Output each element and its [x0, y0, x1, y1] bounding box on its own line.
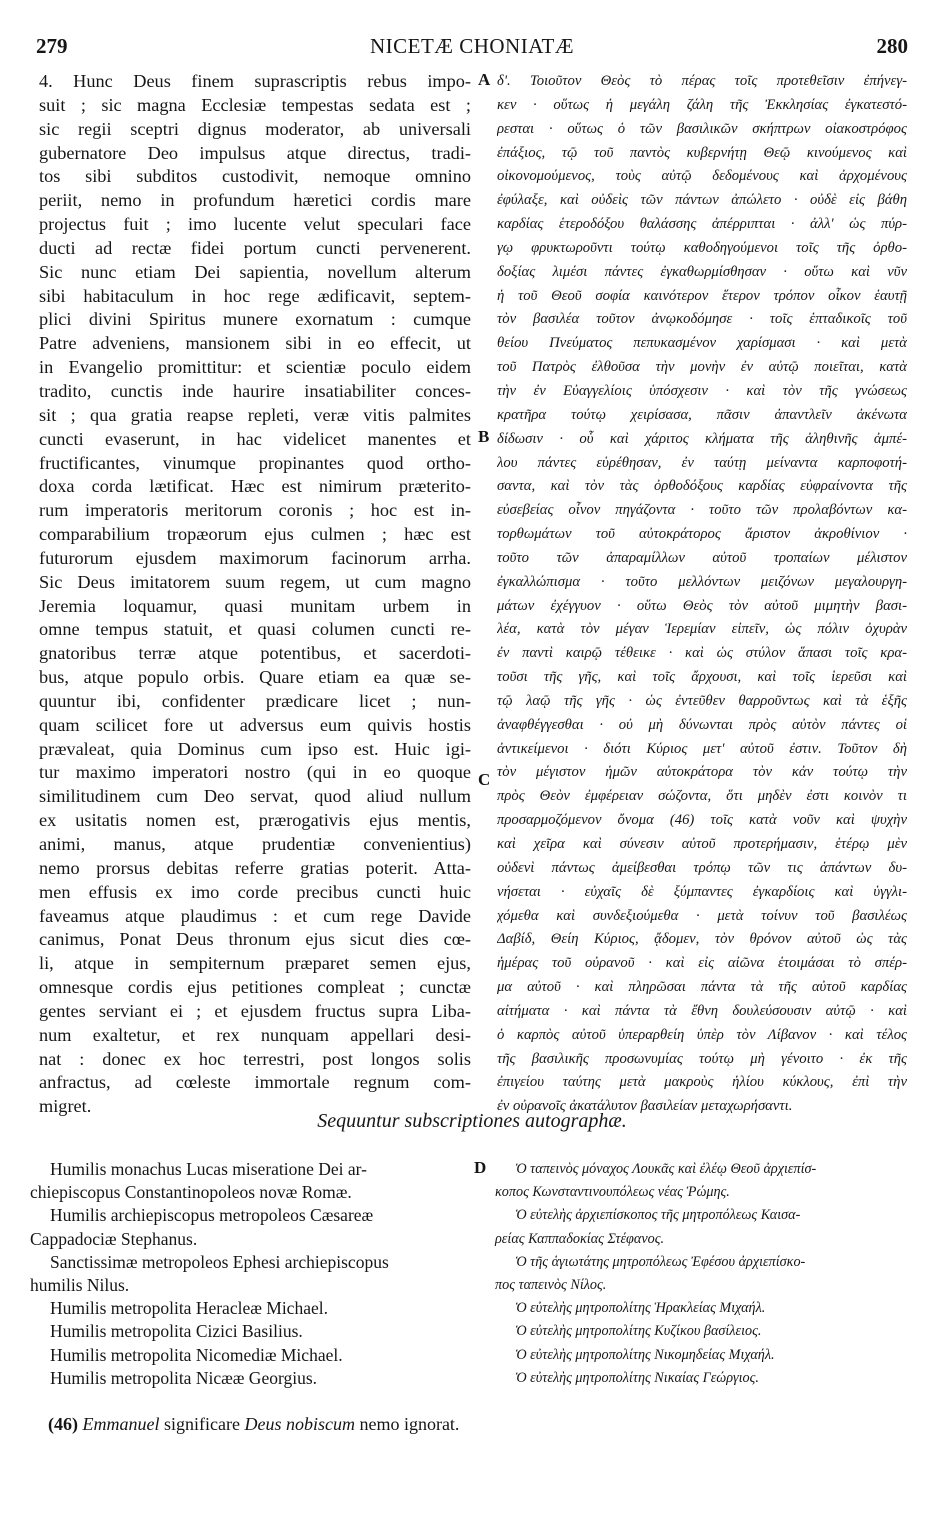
margin-marker-d: D	[474, 1158, 487, 1177]
latin-signature-7	[30, 1367, 470, 1390]
footnote-word-2: Deus nobiscum	[244, 1414, 355, 1434]
margin-marker-c: C	[478, 770, 491, 789]
greek-line-12: θείου Πνεύματος πεπυκασμένον χαρίσμασι · καὶ μετὰ	[497, 335, 907, 352]
footnote-text-1: significare	[163, 1414, 240, 1434]
greek-signature-line: Ὁ εὐτελὴς μητροπολίτης Ἡρακλείας Μιχαήλ.	[515, 1300, 766, 1317]
greek-line-26: τοῦσι τῆς γῆς, καὶ τοῖς ἄρχουσι, καὶ τοῖς ἱερεῦσι καὶ	[497, 669, 907, 686]
latin-signature-1	[30, 1158, 470, 1204]
page-header	[36, 34, 908, 62]
greek-signature-line: Ὁ εὐτελὴς μητροπολίτης Κυζίκου βασίλειος.	[515, 1323, 762, 1340]
latin-line-30: tur maximo imperatori nostro (qui in eo quoque	[39, 762, 471, 783]
latin-line-6: periit, nemo in profundum hæretici cordis mare	[39, 190, 471, 211]
greek-signature-5	[495, 1320, 910, 1343]
latin-line-39: omnesque cordis ejus petitiones compleat ; cunctæ	[39, 977, 471, 998]
latin-signature-3	[30, 1251, 470, 1297]
greek-line-30: τὸν μέγιστον ἡμῶν αὐτοκράτορα τὸν κἀν τούτῳ τὴν	[497, 764, 907, 781]
greek-signature-3	[495, 1251, 910, 1297]
latin-line-12: Patre adveniens, mansionem sibi in eo effecit, ut	[39, 333, 471, 354]
greek-signature-6	[495, 1344, 910, 1367]
latin-line-14: tradito, cunctis inde haurire insatiabiliter conces-	[39, 380, 471, 401]
latin-line-27: quuntur ibi, confidenter prædicare licet ; nun-	[39, 690, 471, 711]
latin-signatures	[30, 1158, 470, 1390]
greek-line-27: τῷ λαῷ τῆς γῆς · ὡς ἐντεῦθεν θαρροῦντως καὶ τὰ ἑξῆς	[497, 692, 907, 709]
latin-line-36: faveamus atque plaudimus : et cum rege Davide	[39, 905, 471, 926]
latin-line-38: li, atque in sempiternum præparet semen ejus,	[39, 953, 471, 974]
greek-signature-line: Ὁ εὐτελὴς ἀρχιεπίσκοπος τῆς μητροπόλεως Καισα-	[515, 1207, 801, 1224]
greek-line-22: ἐγκαλλώπισμα · τοῦτο μελλόντων μειζόνων μεγαλουργη-	[497, 573, 907, 590]
greek-signature-4	[495, 1297, 910, 1320]
greek-signature-7	[495, 1367, 910, 1390]
latin-signature-2	[30, 1204, 470, 1250]
greek-line-15: κρατῆρα τούτῳ χειρίσασα, πᾶσιν ἀπαντλεῖν ἀκένωτα	[497, 406, 907, 423]
latin-signature-line: Humilis monachus Lucas miseratione Dei ar-	[50, 1159, 367, 1179]
greek-line-44: ἐν οὐρανοῖς ἀκατάλυτον βασιλείαν μεταχωρήσαντι.	[497, 1098, 793, 1115]
margin-marker-a: A	[478, 70, 491, 89]
greek-signature-1	[495, 1158, 910, 1204]
greek-line-5: οἰκονομούμενος, τοὺς αὐτῷ δεδομένους καὶ ἀρχομένους	[497, 168, 907, 185]
latin-line-24: omne tempus statuit, et quasi columen cuncti re-	[39, 619, 471, 640]
latin-line-5: tos sibi subditos custodivit, nemoque omnino	[39, 166, 471, 187]
latin-line-42: nat : donec ex hoc terrestri, post longos solis	[39, 1048, 471, 1069]
latin-line-25: gnatoribus terræ atque potentibus, et sacerdoti-	[39, 643, 471, 664]
latin-column	[39, 70, 471, 1119]
latin-line-26: bus, atque populo orbis. Quare etiam ea quæ se-	[39, 667, 471, 688]
latin-line-21: futurorum ejusdem maximorum facinorum arrha.	[39, 547, 471, 568]
greek-line-40: αἰτήματα · καὶ πάντα τὰ ἔθνη δουλεύσουσιν αὐτῷ · καὶ	[497, 1002, 907, 1019]
latin-line-41: num exaltetur, et rex nunquam appellari desi-	[39, 1024, 471, 1045]
latin-line-29: prævaleat, quia Dominus cum ipso est. Huic igi-	[39, 738, 471, 759]
greek-line-4: ἐπάξιος, τῷ τοῦ παντὸς κυβερνήτῃ Θεῷ κινούμενος καὶ	[497, 144, 907, 161]
greek-line-19: εὐσεβείας οἶνον πηγάζοντα · τοῦτο τῶν προλαβόντων κα-	[497, 502, 907, 519]
greek-line-37: Δαβίδ, Θείη Κύριος, ᾄδομεν, τὸν θρόνον αὐτοῦ ὡς τὰς	[497, 931, 907, 948]
latin-line-33: animi, manus, atque prudentiæ convenientius)	[39, 834, 471, 854]
greek-line-8: γῳ φρυκτωροῦντι τούτῳ καθοδηγούμενοι τοῖς τῆς ὀρθο-	[497, 239, 907, 256]
latin-line-35: men effusis ex imo corde precibus cuncti huic	[39, 881, 471, 902]
footnote-text-2: nemo ignorat.	[359, 1414, 460, 1434]
latin-signature-line: Humilis metropolita Nicomediæ Michael.	[50, 1344, 343, 1365]
latin-signature-line: Humilis archiepiscopus metropoleos Cæsareæ	[50, 1205, 374, 1226]
latin-line-17: fructificantes, vinumque propinantes quod ortho-	[39, 452, 471, 473]
latin-line-23: Jeremia loquamur, quasi munitam urbem in	[39, 595, 471, 616]
latin-signature-5	[30, 1320, 470, 1343]
latin-line-34: nemo prorsus debitas referre gratias poterit. Atta-	[39, 857, 471, 878]
latin-line-2: suit ; sic magna Ecclesiæ tempestas sedata est ;	[39, 94, 471, 115]
greek-line-7: καρδίας ἑτεροδόξου θαλάσσης ἀπέρριπται · ἀλλ' ὡς πύρ-	[497, 216, 907, 233]
latin-signature-line: Humilis metropolita Heracleæ Michael.	[50, 1298, 328, 1319]
latin-signature-line: chiepiscopus Constantinopoleos novæ Romæ.	[30, 1182, 352, 1203]
greek-line-13: τοῦ Πατρὸς ἐλθοῦσα τὴν μονὴν ἐν αὐτῷ ποιεῖται, κατὰ	[497, 359, 907, 376]
greek-line-9: δοξίας λιμέσι πάντες ἐγκαθωρμίσθησαν · οὕτω καὶ νῦν	[497, 263, 907, 280]
greek-line-3: ρεσται · οὕτως ὁ τῶν βασιλικῶν σκήπτρων οἰακοστρόφος	[497, 120, 907, 137]
greek-signature-line: Ὁ ταπεινὸς μόναχος Λουκᾶς καὶ ἐλέῳ Θεοῦ ἀρχιεπίσ-	[515, 1161, 817, 1177]
latin-signature-line: Humilis metropolita Cizici Basilius.	[50, 1321, 303, 1342]
footnote-word-1: Emmanuel	[82, 1414, 160, 1434]
latin-line-10: sibi habitaculum in hoc rege ædificavit, septem-	[39, 285, 471, 306]
latin-line-9: Sic nunc etiam Dei sapientia, novellum alterum	[39, 261, 471, 282]
greek-column	[497, 70, 907, 1119]
greek-line-38: ἡμέρας τοῦ οὐρανοῦ · καὶ εἰς αἰῶνα ἑτοιμάσαι τὸ σπέρ-	[497, 955, 907, 972]
greek-signature-2	[495, 1204, 910, 1250]
greek-signature-line: ρείας Καππαδοκίας Στέφανος.	[495, 1230, 665, 1247]
latin-line-13: in Evangelio promittitur: et scientiæ poculo eidem	[39, 357, 471, 378]
latin-line-43: anfractus, ad cœleste immortale regnum com-	[39, 1072, 471, 1093]
greek-signature-line: κοπος Κωνσταντινουπόλεως νέας Ῥώμης.	[495, 1184, 730, 1201]
greek-line-16: δίδωσιν · οὗ καὶ χάριτος κλήματα τῆς ἀληθινῆς ἀμπέ-	[497, 430, 907, 447]
latin-signature-4	[30, 1297, 470, 1320]
latin-line-3: sic regii sceptri dignus moderator, ab universali	[39, 118, 471, 139]
greek-line-11: τὸν βασιλέα τοῦτον ἀνῳκοδόμησε · τοῖς ἑπταδικοῖς τοῦ	[497, 311, 907, 328]
greek-line-23: μάτων ἐχέγγυον · οὕτω Θεὸς τὸν αὐτοῦ μιμητὴν βασι-	[497, 597, 907, 614]
footnote	[48, 1414, 459, 1435]
greek-signature-line: Ὁ εὐτελὴς μητροπολίτης Νικαίας Γεώργιος.	[515, 1369, 759, 1386]
greek-signature-line: Ὁ εὐτελὴς μητροπολίτης Νικομηδείας Μιχαήλ.	[515, 1346, 775, 1363]
greek-line-6: ἐφύλαξε, καὶ οὐδεὶς τῶν πάντων ἀπώλετο · οὐδὲ εἰς βάθη	[497, 192, 907, 209]
latin-line-11: plici divini Spiritus munere exornatum : cumque	[39, 309, 471, 330]
latin-signature-line: Humilis metropolita Nicææ Georgius.	[50, 1367, 318, 1388]
latin-signature-line: Sanctissimæ metropoleos Ephesi archiepiscopus	[50, 1251, 389, 1272]
greek-line-42: τῆς βασιλικῆς προσωνυμίας τούτῳ μὴ γένοιτο · ἐκ τῆς	[497, 1050, 907, 1067]
greek-line-21: τοῦτο τῶν ἀπαραμίλλων αὐτοῦ τροπαίων μέλιστον	[497, 549, 907, 566]
margin-marker-b: B	[478, 427, 490, 446]
greek-signatures	[495, 1158, 910, 1390]
greek-line-10: ἡ τοῦ Θεοῦ σοφία καινότερον ἕτερον τρόπον οἶκον ἑαυτῇ	[497, 287, 907, 304]
greek-line-34: οὐδενὶ πάντως ἀμείβεσθαι τρόπῳ τῶν τις ἁπάντων δυ-	[497, 859, 907, 876]
latin-line-19: rum imperatoris meritorum coronis ; hoc est in-	[39, 500, 471, 521]
greek-line-39: μα αὐτοῦ · καὶ πληρῶσαι πάντα τὰ τῆς αὐτοῦ καρδίας	[497, 979, 907, 996]
latin-line-32: ex usitatis nomen est, prærogativis ejus mentis,	[39, 810, 471, 831]
greek-line-29: ἀντικείμενοι · διότι Κύριος μετ' αὐτοῦ ἐστιν. Τοῦτον δὴ	[497, 740, 907, 757]
latin-line-4: gubernatore Deo impulsus atque directus, tradi-	[39, 142, 471, 163]
latin-line-20: comparabilium tropæorum ejus culmen ; hæc est	[39, 524, 471, 545]
latin-line-18: doxa corda lætificat. Hæc est nimirum præterito-	[39, 476, 471, 497]
greek-line-14: τὴν ἐν Εὐαγγελίοις ὑπόσχεσιν · καὶ τὸν τῆς γνώσεως	[497, 382, 907, 399]
latin-line-31: similitudinem cum Deo servat, quod aliud nullum	[39, 786, 471, 807]
latin-signature-line: humilis Nilus.	[30, 1275, 130, 1296]
running-title: NICETÆ CHONIATÆ	[369, 34, 575, 58]
greek-line-32: προσαρμοζόμενον ὄνομα (46) τοῖς κατὰ νοῦν καὶ ψυχὴν	[497, 812, 907, 829]
latin-line-44: migret.	[39, 1096, 92, 1117]
greek-line-33: καὶ χεῖρα καὶ σύνεσιν αὐτοῦ προτερήμασιν, ἑτέρῳ μὲν	[497, 836, 907, 852]
latin-signature-6	[30, 1344, 470, 1367]
greek-line-28: ἀναφθέγγεσθαι · οὐ μὴ δύνωνται πρὸς αὐτὸν πάντες οἱ	[497, 716, 907, 733]
greek-line-36: χόμεθα καὶ συνδεξιούμεθα · μετὰ τοίνυν τοῦ βασιλέως	[497, 907, 907, 924]
latin-line-8: ducti ad rectæ fidei portum cuncti pervenerent.	[39, 237, 471, 258]
greek-line-2: κεν · οὕτως ἡ μεγάλη ζάλη τῆς Ἐκκλησίας ἐγκατεστό-	[497, 96, 907, 113]
latin-line-15: sit ; qua gratia reapse repleti, veræ vitis palmites	[39, 404, 471, 425]
greek-line-1: δ'. Τοιοῦτον Θεὸς τὸ πέρας τοῖς προτεθεῖσιν ἐπήνεγ-	[497, 73, 907, 89]
greek-line-41: ὁ καρπὸς αὐτοῦ ὑπεραρθείη ὑπὲρ τὸν Λίβανον · καὶ τέλος	[497, 1026, 907, 1043]
latin-signature-line: Cappadociæ Stephanus.	[30, 1228, 198, 1249]
latin-line-7: projectus fuit ; imo lucente velut speculari face	[39, 214, 471, 235]
latin-line-28: quam scilicet fore ut adversus eum quivis hostis	[39, 714, 471, 735]
latin-line-22: Sic Deus imitatorem suum regem, ut cum magno	[39, 571, 471, 592]
latin-line-40: gentes serviant ei ; et ejusdem fructus supra Liba-	[39, 1000, 471, 1021]
greek-line-25: ἐν παντὶ καιρῷ τέθεικε · καὶ ὡς στύλον ἅπασι τοῖς κρα-	[497, 645, 907, 662]
greek-signature-line: Ὁ τῆς ἁγιωτάτης μητροπόλεως Ἐφέσου ἀρχιεπίσκο-	[515, 1253, 806, 1270]
greek-line-18: σαντα, καὶ τὸν τὰς ὀρθοδόξους καρδίας εὐφραίνοντα τῆς	[497, 478, 907, 495]
latin-line-16: cuncti evaserunt, in hac videlicet manentes et	[39, 428, 471, 449]
footnote-number: (46)	[48, 1414, 78, 1434]
greek-signature-line: πος ταπεινὸς Νίλος.	[495, 1277, 607, 1294]
subscriptions-title: Sequuntur subscriptiones autographæ.	[317, 1110, 627, 1132]
latin-line-37: canimus, Ponat Deus thronum ejus sicut dies cœ-	[39, 929, 471, 950]
page-number-right: 280	[876, 34, 908, 58]
greek-line-17: λου πάντες εὑρέθησαν, ἐν ταύτῃ μείναντα καρποφοτή-	[497, 454, 907, 471]
latin-line-1: 4. Hunc Deus finem suprascriptis rebus impo-	[39, 71, 471, 91]
page-number-left: 279	[36, 34, 68, 58]
greek-line-43: ἐπιγείου ταύτης μετὰ μακροὺς ἡλίου κύκλους, ἐπὶ τὴν	[497, 1074, 907, 1091]
greek-line-24: λέα, κατὰ τὸν μέγαν Ἱερεμίαν εἰπεῖν, ὡς πόλιν ὀχυρὰν	[497, 621, 907, 638]
greek-line-31: πρὸς Θεὸν ἐμφέρειαν σώζοντα, ὅτι μηδὲν ἐστι κοινὸν τι	[497, 788, 907, 805]
greek-line-20: τορθωμάτων τοῦ αὐτοκράτορος ἄριστον ἀκροθίνιον ·	[497, 526, 907, 543]
greek-line-35: νήσεται · εὐχαῖς δὲ ξύμπαντες ἐγκαρδίοις καὶ ὑγγλι-	[497, 883, 907, 900]
